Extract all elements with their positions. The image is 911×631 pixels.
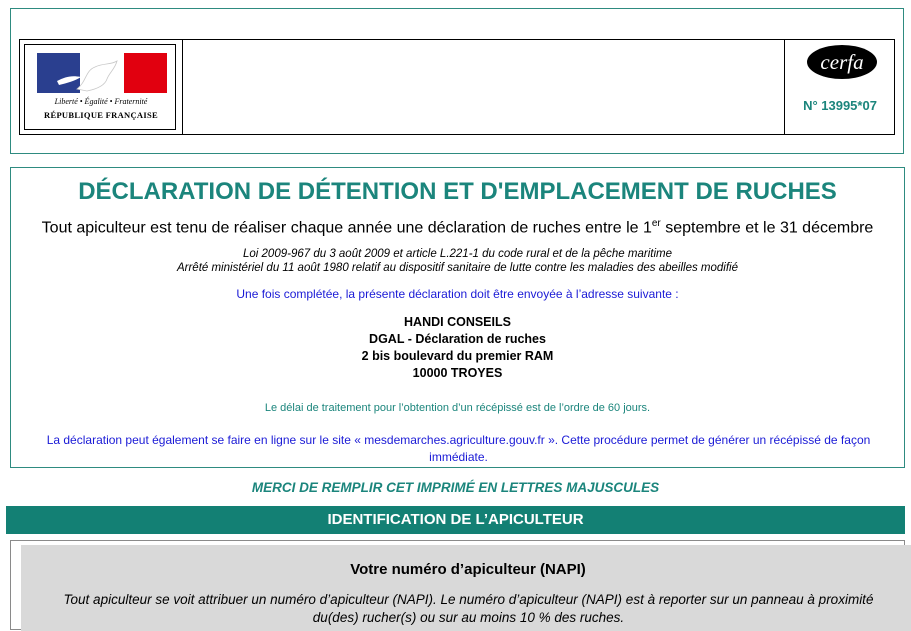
subtitle-superscript: er <box>651 218 661 229</box>
divider <box>784 40 785 134</box>
online-declaration-note: La déclaration peut également se faire en ligne sur le site « mesdemarches.agriculture.gouv.fr ». Cette procédure permet de générer un récépissé de façon immédiate. <box>46 433 871 464</box>
marianne-flag-icon <box>37 53 167 93</box>
address-line: DGAL - Déclaration de ruches <box>369 332 546 346</box>
cerfa-logo-text: cerfa <box>820 50 864 74</box>
section-header-identification: IDENTIFICATION DE L’APICULTEUR <box>6 506 905 534</box>
page-title: DÉCLARATION DE DÉTENTION ET D'EMPLACEMENT DE RUCHES <box>78 178 837 205</box>
law-reference-2: Arrêté ministériel du 11 août 1980 relatif au dispositif sanitaire de lutte contre les maladies des abeilles modifié <box>176 262 739 274</box>
republic-label: RÉPUBLIQUE FRANÇAISE <box>44 110 158 120</box>
address-intro: Une fois complétée, la présente déclaration doit être envoyée à l’adresse suivante : <box>236 287 679 301</box>
address-line: 2 bis boulevard du premier RAM <box>361 349 554 363</box>
napi-section <box>10 540 905 630</box>
napi-title: Votre numéro d’apiculteur (NAPI) <box>350 561 586 578</box>
divider <box>182 40 183 134</box>
processing-delay-note: Le délai de traitement pour l’obtention d’un récépissé est de l’ordre de 60 jours. <box>264 402 651 414</box>
declaration-frame <box>10 167 905 468</box>
capital-letters-instruction: MERCI DE REMPLIR CET IMPRIMÉ EN LETTRES MAJUSCULES <box>251 480 660 495</box>
address-line: 10000 TROYES <box>412 366 503 380</box>
motto: Liberté • Égalité • Fraternité <box>54 97 148 106</box>
header-frame <box>10 8 904 154</box>
declaration-subtitle <box>11 218 904 237</box>
header-table <box>19 39 895 135</box>
address-line: HANDI CONSEILS <box>404 315 511 329</box>
napi-description: Tout apiculteur se voit attribuer un numéro d’apiculteur (NAPI). Le numéro d’apiculteur (NAPI) est à reporter sur un panneau à proximité du(des) rucher(s) ou sur au moins 10 % des ruches. <box>63 592 874 625</box>
cerfa-logo-icon <box>806 44 878 80</box>
law-reference-1: Loi 2009-967 du 3 août 2009 et article L.221-1 du code rural et de la pêche maritime <box>243 248 672 260</box>
subtitle-text: Tout apiculteur est tenu de réaliser chaque année une déclaration de ruches entre le 1 <box>41 219 652 237</box>
cerfa-number: N° 13995*07 <box>803 98 877 113</box>
napi-panel <box>21 545 911 631</box>
subtitle-text-end: septembre et le 31 décembre <box>660 219 874 237</box>
republique-francaise-logo <box>24 44 176 130</box>
